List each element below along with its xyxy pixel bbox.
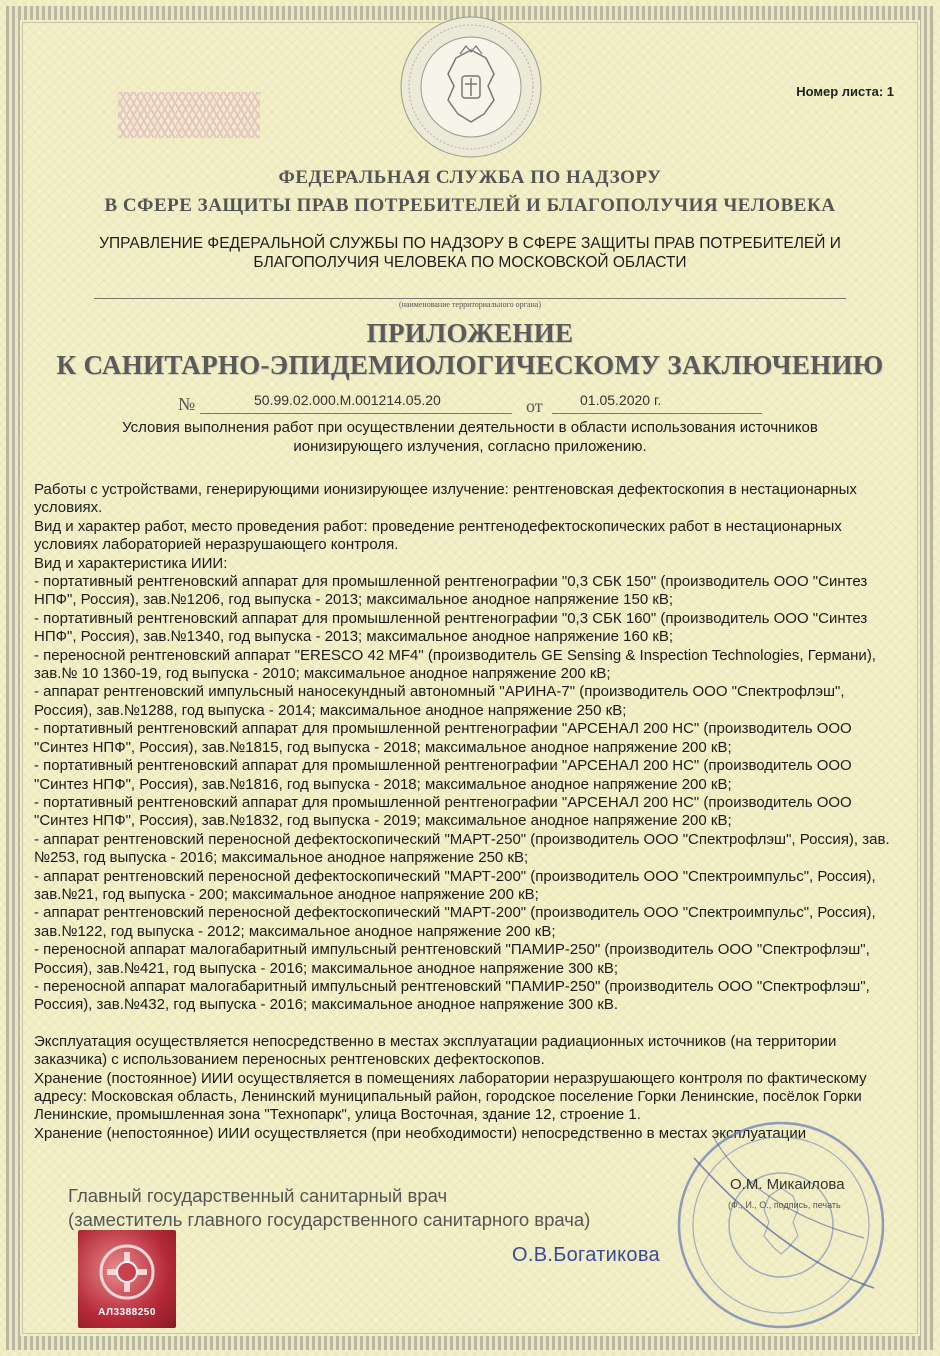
agency-name-line2: В СФЕРЕ ЗАЩИТЫ ПРАВ ПОТРЕБИТЕЛЕЙ И БЛАГОПОЛУЧИЯ ЧЕЛОВЕКА [104,195,836,216]
hologram-code: АЛ3388250 [98,1307,156,1318]
department-line2: БЛАГОПОЛУЧИЯ ЧЕЛОВЕКА ПО МОСКОВСКОЙ ОБЛАСТИ [253,254,687,271]
signatory-title-line1: Главный государственный санитарный врач [68,1185,448,1206]
source-item: - портативный рентгеновский аппарат для промышленной рентгенографии "АРСЕНАЛ 200 НС" (производитель ООО "Синтез НПФ", Россия), зав.№1832, год выпуска - 2019; максимальное анодное напряжение 200 кВ; [34,793,852,830]
official-stamp-icon [674,1118,888,1332]
emblem-seal-icon [398,14,544,160]
source-item: - переносной рентгеновский аппарат "ERESCO 42 MF4" (производитель GE Sensing & Inspection Technologies, Германи), зав.№ 10 1360-19, год выпуска - 2010; максимальное анодное напряжение 200 кВ; [34,646,876,683]
conclusion-number-line [0,392,940,416]
conclusion-date: 01.05.2020 г. [580,392,662,408]
signatory-name: О.М. Микаилова [730,1176,845,1193]
body-paragraph: Вид и характер работ, место проведения работ: проведение рентгенодефектоскопических работ в нестационарных условиях лабораторией неразрушающего контроля. [34,517,842,554]
hologram-sticker [78,1230,176,1328]
signature-caption: (Ф., И., О., подпись, печать [728,1200,841,1210]
department-underline [94,298,846,299]
number-underline [200,413,512,414]
source-item: - переносной аппарат малогабаритный импульсный рентгеновский "ПАМИР-250" (производитель ООО "Спектрофлэш", Россия), зав.№432, год выпуска - 2016; максимальное анодное напряжение 300 кВ. [34,977,870,1014]
signatory-title [68,1184,590,1232]
signatory-title-line2: (заместитель главного государственного санитарного врача) [68,1209,591,1230]
source-item: - аппарат рентгеновский переносной дефектоскопический "МАРТ-250" (производитель ООО "Спектрофлэш", Россия), зав.№253, год выпуска - 2016; максимальное анодное напряжение 250 кВ; [34,830,890,867]
department-caption: (наименование территориального органа) [399,300,541,309]
body-paragraph: Работы с устройствами, генерирующими ионизирующее излучение: рентгеновская дефектоскопия в нестационарных условиях. [34,481,857,517]
date-underline [552,413,762,414]
signer-name: О.В.Богатикова [512,1244,660,1266]
document-title-line1: ПРИЛОЖЕНИЕ [366,318,574,348]
conditions-line1: Условия выполнения работ при осуществлении деятельности в области использования источников [122,419,818,436]
source-item: - портативный рентгеновский аппарат для промышленной рентгенографии "АРСЕНАЛ 200 НС" (производитель ООО "Синтез НПФ", Россия), зав.№1815, год выпуска - 2018; максимальное анодное напряжение 200 кВ; [34,720,852,756]
body-paragraph: Эксплуатация осуществляется непосредственно в местах эксплуатации радиационных источников (на территории заказчика) с использованием переносных рентгеновских дефектоскопов. [34,1032,837,1069]
sheet-number: Номер листа: 1 [796,84,894,99]
document-title-line2: К САНИТАРНО-ЭПИДЕМИОЛОГИЧЕСКОМУ ЗАКЛЮЧЕНИЮ [56,350,884,380]
department-line1: УПРАВЛЕНИЕ ФЕДЕРАЛЬНОЙ СЛУЖБЫ ПО НАДЗОРУ В СФЕРЕ ЗАЩИТЫ ПРАВ ПОТРЕБИТЕЛЕЙ И [99,235,841,252]
conclusion-body [34,481,906,1143]
source-item: - аппарат рентгеновский переносной дефектоскопический "МАРТ-200" (производитель ООО "Спектроимпульс", Россия), зав.№21, год выпуска - 200; максимальное анодное напряжение 200 кВ; [34,867,876,903]
number-label: № [178,394,196,414]
conclusion-number: 50.99.02.000.М.001214.05.20 [254,392,441,408]
conditions-line2: ионизирующего излучения, согласно приложению. [293,438,647,455]
date-label: от [526,396,543,416]
body-paragraph: Вид и характеристика ИИИ: [34,554,228,572]
source-item: - аппарат рентгеновский импульсный наносекундный автономный "АРИНА-7" (производитель ООО "Спектрофлэш", Россия), зав.№1288, год выпуска - 2014; максимальное анодное напряжение 250 кВ; [34,683,845,719]
body-paragraph: Хранение (непостоянное) ИИИ осуществляется (при необходимости) непосредственно в местах эксплуатации [34,1124,807,1142]
source-item: - портативный рентгеновский аппарат для промышленной рентгенографии "0,3 СБК 150" (производитель ООО "Синтез НПФ", Россия), зав.№1206, год выпуска - 2013; максимальное анодное напряжение 150 кВ; [34,573,868,609]
source-item: - портативный рентгеновский аппарат для промышленной рентгенографии "0,3 СБК 160" (производитель ООО "Синтез НПФ", Россия), зав.№1340, год выпуска - 2013; максимальное анодное напряжение 160 кВ; [34,609,868,646]
body-paragraph: Хранение (постоянное) ИИИ осуществляется в помещениях лаборатории неразрушающего контроля по фактическому адресу: Московская область, Ленинский муниципальный район, городское поселение Горки Ленинские, посёлок Горки Ленинские, промышленная зона "Технопарк", улица Восточная, здание 12, строение 1. [34,1069,867,1124]
agency-name-line1: ФЕДЕРАЛЬНАЯ СЛУЖБА ПО НАДЗОРУ [278,167,662,188]
conditions-text [50,418,890,456]
source-item: - портативный рентгеновский аппарат для промышленной рентгенографии "АРСЕНАЛ 200 НС" (производитель ООО "Синтез НПФ", Россия), зав.№1816, год выпуска - 2018; максимальное анодное напряжение 200 кВ; [34,757,852,793]
paragraph-gap [34,1015,906,1033]
source-item: - аппарат рентгеновский переносной дефектоскопический "МАРТ-200" (производитель ООО "Спектроимпульс", Россия), зав.№122, год выпуска - 2012; максимальное анодное напряжение 200 кВ; [34,904,876,940]
source-item: - переносной аппарат малогабаритный импульсный рентгеновский "ПАМИР-250" (производитель ООО "Спектрофлэш", Россия), зав.№421, год выпуска - 2016; максимальное анодное напряжение 300 кВ; [34,941,870,977]
security-rosette [118,92,260,138]
